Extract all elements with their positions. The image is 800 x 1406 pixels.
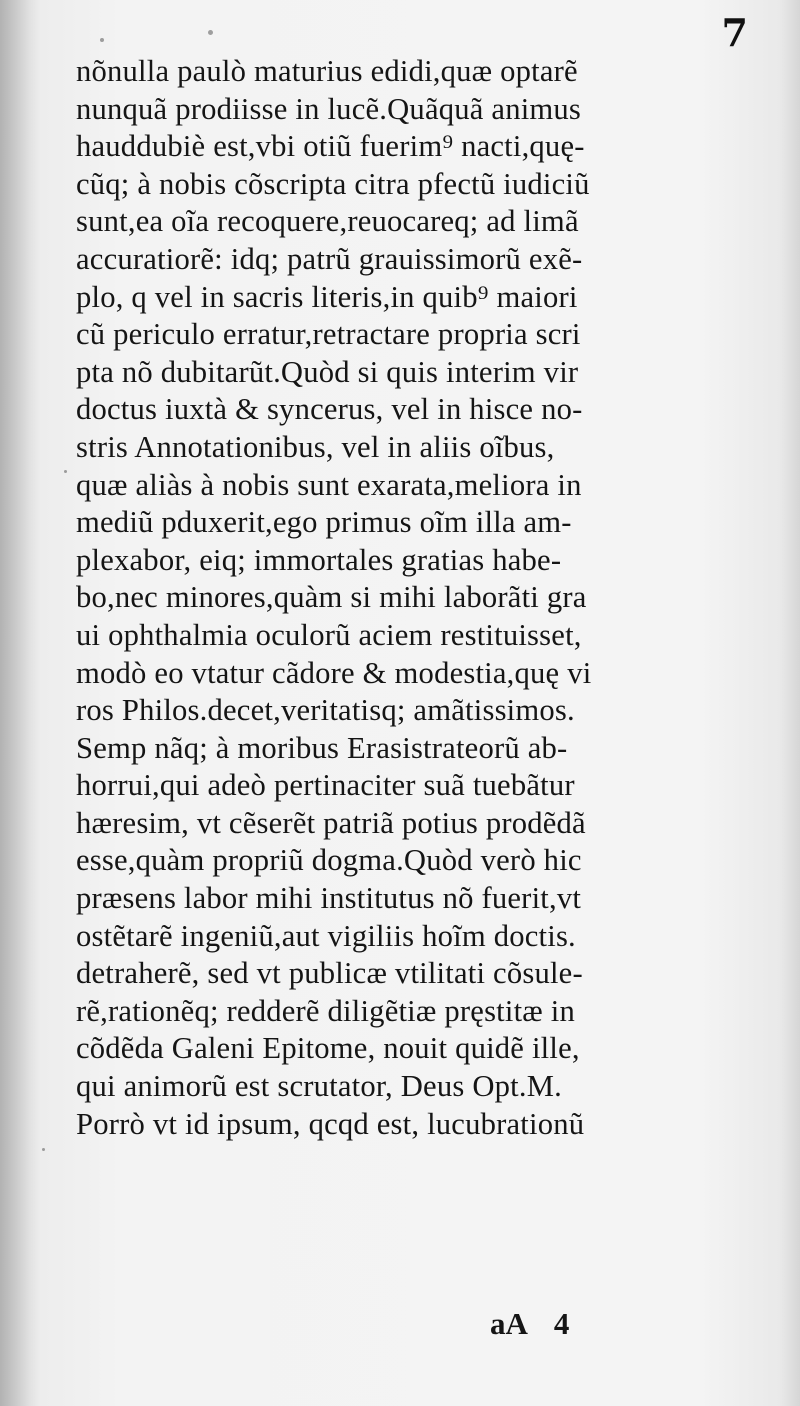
text-line: Semp nãq; à moribus Erasistrateorũ ab- [76,729,568,765]
text-line: bo,nec minores,quàm si mihi laborãti gra [76,579,587,615]
text-line: doctus iuxtà & syncerus, vel in hisce no- [76,391,583,427]
signature-mark: aA 4 [490,1306,570,1341]
text-line: plexabor, eiq; immortales gratias habe- [76,541,562,577]
ink-speck [42,1148,45,1151]
text-line: modò eo vtatur cãdore & modestia,quę vi [76,654,592,690]
ink-speck [208,30,213,35]
text-line: cõdẽda Galeni Epitome, nouit quidẽ ille, [76,1030,580,1066]
text-line: plo, q vel in sacris literis,in quib⁹ maiori [76,278,578,314]
page-number: 7 [721,10,748,55]
text-line: cũ periculo erratur,retractare propria scri [76,316,581,352]
text-line: stris Annotationibus, vel in aliis oĩbus, [76,428,555,464]
text-line: horrui,qui adeò pertinaciter suã tuebãtur [76,767,575,803]
text-line: mediũ pduxerit,ego primus oĩm illa am- [76,504,572,540]
gutter-shadow [0,0,40,1406]
text-line: accuratiorẽ: idq; patrũ grauissimorũ exẽ- [76,240,583,276]
text-line: Porrò vt id ipsum, qcqd est, lucubrationũ [76,1105,585,1141]
text-line: præsens labor mihi institutus nõ fuerit,vt [76,880,582,916]
text-line: rẽ,rationẽq; redderẽ diligẽtiæ pręstitæ in [76,992,576,1028]
text-line: nunquã prodiisse in lucẽ.Quãquã animus [76,90,582,126]
text-line: ui ophthalmia oculorũ aciem restituisset, [76,616,582,652]
text-line: cũq; à nobis cõscripta citra pfectũ iudiciũ [76,165,590,201]
text-line: esse,quàm propriũ dogma.Quòd verò hic [76,842,582,878]
text-line: nõnulla paulò maturius edidi,quæ optarẽ [76,53,578,88]
text-line: hæresim, vt cẽserẽt patriã potius prodẽdã [76,804,586,840]
latin-text-block [76,52,736,1142]
text-line: qui animorũ est scrutator, Deus Opt.M. [76,1068,562,1104]
text-line: pta nõ dubitarũt.Quòd si quis interim vir [76,353,579,389]
text-line: quæ aliàs à nobis sunt exarata,meliora in [76,466,582,502]
ink-speck [64,470,67,473]
text-line: hauddubiè est,vbi otiũ fuerim⁹ nacti,quę- [76,128,585,164]
text-line: ostẽtarẽ ingeniũ,aut vigiliis hoĩm doctis. [76,917,576,953]
ink-speck [100,38,104,42]
text-line: ros Philos.decet,veritatisq; amãtissimos. [76,692,575,728]
text-line: detraherẽ, sed vt publicæ vtilitati cõsule- [76,955,583,991]
text-line: sunt,ea oĩa recoquere,reuocareq; ad limã [76,203,579,239]
